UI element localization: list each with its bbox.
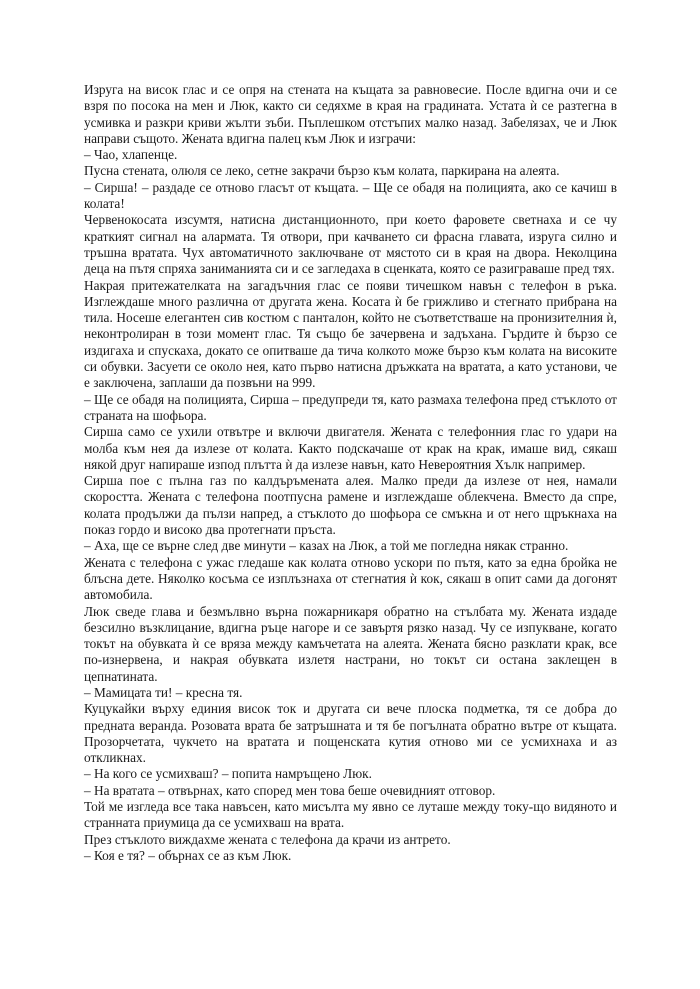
paragraph-15: – На кого се усмихваш? – попита намръщено Люк. — [84, 766, 372, 782]
paragraph-11: Жената с телефона с ужас гледаше как колата отново ускори по пътя, като за една бройка не блъсна дете. Няколко косъма се изплъзнаха от стегнатия ѝ кок, сякаш в опит сами да догонят автомобила. — [84, 554, 617, 603]
paragraph-2: – Чао, хлапенце. — [84, 147, 178, 163]
paragraph-17: Той ме изгледа все така навъсен, като мисълта му явно се луташе между току-що видяното и странната приумица да се усмихваш на врата. — [84, 799, 617, 831]
paragraph-9: Сирша пое с пълна газ по калдъръмената алея. Малко преди да излезе от нея, намали скоростта. Жената с телефона поотпусна рамене и изглеждаше облекчена. Вместо да спре, колата продължи да пълзи напред, а стъклото до шофьора се смъкна и от него щръкнаха на показ гордо и високо два протегнати пръста. — [84, 473, 617, 538]
paragraph-16: – На вратата – отвърнах, като според мен това беше очевидният отговор. — [84, 782, 496, 798]
paragraph-5: Червенокосата изсумтя, натисна дистанционното, при което фаровете светнаха и се чу краткият сигнал на алармата. Тя отвори, при качването си фрасна главата, изруга силно и тръшна вратата. Чух автоматичното заключване от мястото си в края на двора. Неколцина деца на пътя спряха заниманията си и се загледаха в сценката, която се разиграваше пред тях. — [84, 212, 617, 277]
paragraph-7: – Ще се обадя на полицията, Сирша – предупреди тя, като размаха телефона пред стъклото от страната на шофьора. — [84, 391, 617, 423]
body-text — [84, 82, 617, 864]
paragraph-10: – Аха, ще се върне след две минути – казах на Люк, а той ме погледна някак странно. — [84, 538, 569, 554]
paragraph-14: Куцукайки върху единия висок ток и другата си вече плоска подметка, тя се добра до предната веранда. Розовата врата бе затръшната и тя бе погълната обратно вътре от къщата. Прозорчетата, чукчето на вратата и пощенската кутия отново ми се усмихнаха и аз откликнах. — [84, 701, 617, 766]
paragraph-18: През стъклото виждахме жената с телефона да крачи из антрето. — [84, 831, 451, 847]
paragraph-12: Люк сведе глава и безмълвно върна пожарникаря обратно на стълбата му. Жената издаде безсилно възклицание, вдигна ръце нагоре и се завъртя рязко назад. Чу се изпукване, когато токът на обувката ѝ се вряза между камъчетата на алеята. Жената бясно разклати крак, все по-изнервена, и накрая обувката излетя настрани, но токът си остана заклещен в цепнатината. — [84, 603, 617, 684]
paragraph-4: – Сирша! – раздаде се отново гласът от къщата. – Ще се обадя на полицията, ако се качиш в колата! — [84, 179, 617, 212]
paragraph-6: Накрая притежателката на загадъчния глас се появи тичешком навън с телефон в ръка. Изглеждаше много различна от другата жена. Косата ѝ бе грижливо и стегнато прибрана на тила. Носеше елегантен сив костюм с панталон, който не съответстваше на пронизителния ѝ, неконтролиран в този момент глас. Тя също бе зачервена и задъхана. Гърдите ѝ бързо се издигаха и спускаха, докато се опитваше да тича колкото може бързо към колата на високите си обувки. Засуети се около нея, като първо натисна дръжката на вратата, а като установи, че е заключена, заплаши да позвъни на 999. — [84, 277, 617, 391]
paragraph-1: Изруга на висок глас и се опря на стената на къщата за равновесие. После вдигна очи и се взря по посока на мен и Люк, както си седяхме в края на градината. Устата ѝ се разтегна в усмивка и разкри криви жълти зъби. Пъплешком отстъпих малко назад. Забелязах, че и Люк направи същото. Жената вдигна палец към Люк и изграчи: — [84, 82, 617, 146]
paragraph-3: Пусна стената, олюля се леко, сетне закрачи бързо към колата, паркирана на алеята. — [84, 163, 560, 179]
paragraph-19: – Коя е тя? – обърнах се аз към Люк. — [84, 847, 292, 863]
paragraph-13: – Мамицата ти! – кресна тя. — [84, 684, 243, 700]
paragraph-8: Сирша само се ухили отвътре и включи двигателя. Жената с телефонния глас го удари на молба към нея да излезе от колата. Както подскачаше от крак на крак, имаше вид, сякаш някой друг напираше изпод плътта ѝ да излезе навън, като Невероятния Хълк например. — [84, 424, 617, 472]
